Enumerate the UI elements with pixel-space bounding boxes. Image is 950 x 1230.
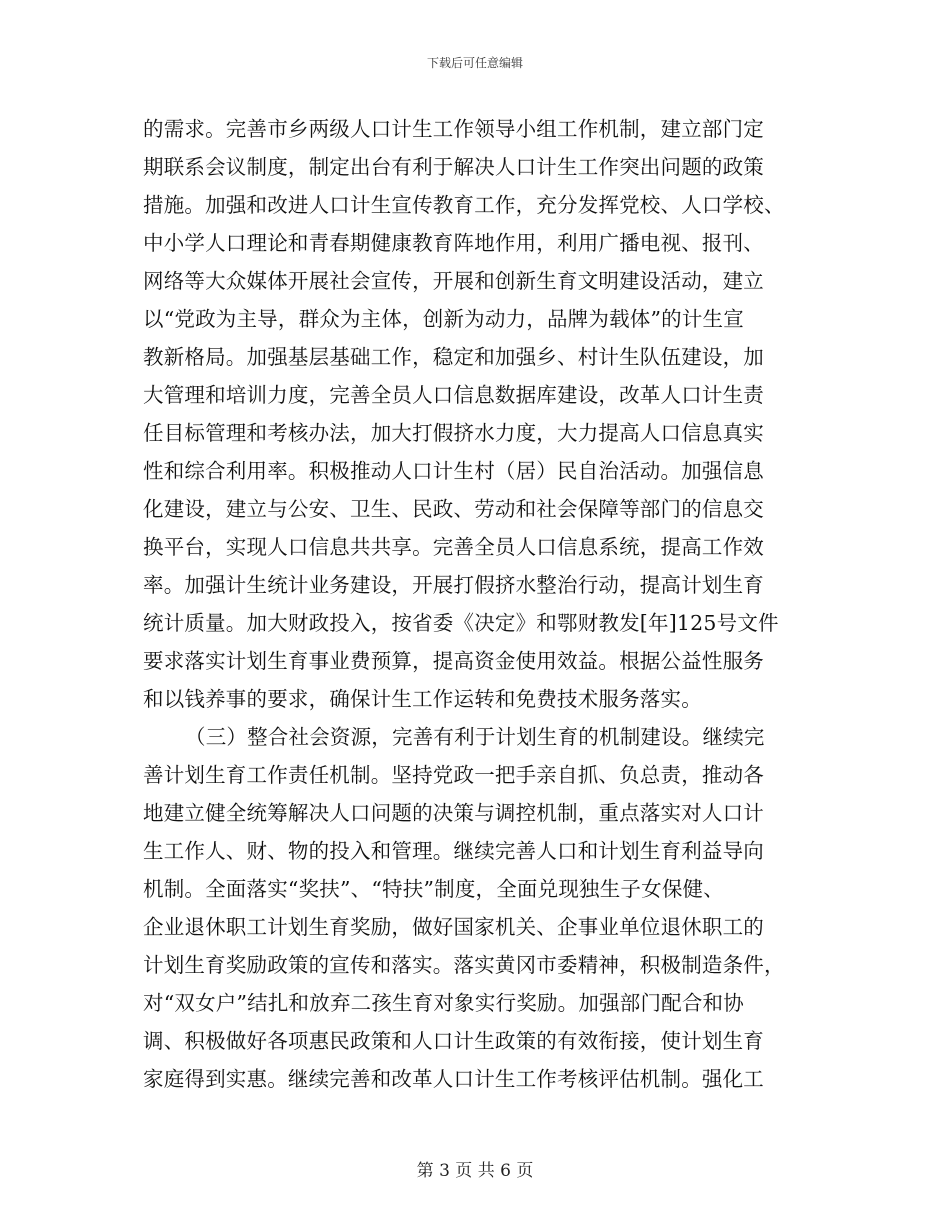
text-line: 善计划生育工作责任机制。坚持党政一把手亲自抓、负总责，推动各 xyxy=(143,763,764,787)
page-number-footer: 第 3 页 共 6 页 xyxy=(416,1161,534,1181)
text-line: 对“双女户”结扎和放弃二孩生育对象实行奖励。加强部门配合和协 xyxy=(143,991,744,1015)
text-line: 机制。全面落实“奖扶”、“特扶”制度，全面兑现独生子女保健、 xyxy=(143,877,724,901)
text-line: 大管理和培训力度，完善全员人口信息数据库建设，改革人口计生责 xyxy=(143,383,764,407)
text-line: 统计质量。加大财政投入，按省委《决定》和鄂财教发[年]125号文件 xyxy=(143,611,779,635)
page-header-note: 下载后可任意编辑 xyxy=(426,56,523,70)
text-line: 中小学人口理论和青春期健康教育阵地作用，利用广播电视、报刊、 xyxy=(143,231,764,255)
text-line: 措施。加强和改进人口计生宣传教育工作，充分发挥党校、人口学校、 xyxy=(143,193,785,217)
text-line: 网络等大众媒体开展社会宣传，开展和创新生育文明建设活动，建立 xyxy=(143,269,764,293)
text-line: 企业退休职工计划生育奖励，做好国家机关、企事业单位退休职工的 xyxy=(143,915,764,939)
text-line: 性和综合利用率。积极推动人口计生村（居）民自治活动。加强信息 xyxy=(143,459,764,483)
text-line: 率。加强计生统计业务建设，开展打假挤水整治行动，提高计划生育 xyxy=(143,573,764,597)
text-line: 期联系会议制度，制定出台有利于解决人口计生工作突出问题的政策 xyxy=(143,155,764,179)
text-line: 任目标管理和考核办法，加大打假挤水力度，大力提高人口信息真实 xyxy=(143,421,764,445)
text-line: 生工作人、财、物的投入和管理。继续完善人口和计划生育利益导向 xyxy=(143,839,764,863)
text-line: 地建立健全统筹解决人口问题的决策与调控机制，重点落实对人口计 xyxy=(143,801,764,825)
text-line: 的需求。完善市乡两级人口计生工作领导小组工作机制，建立部门定 xyxy=(143,117,764,141)
text-line: 换平台，实现人口信息共共享。完善全员人口信息系统，提高工作效 xyxy=(143,535,764,559)
text-line: 和以钱养事的要求，确保计生工作运转和免费技术服务落实。 xyxy=(143,687,702,711)
text-line: 要求落实计划生育事业费预算，提高资金使用效益。根据公益性服务 xyxy=(143,649,764,673)
text-line: 化建设，建立与公安、卫生、民政、劳动和社会保障等部门的信息交 xyxy=(143,497,764,521)
text-line: 教新格局。加强基层基础工作，稳定和加强乡、村计生队伍建设，加 xyxy=(143,345,764,369)
section-heading-line: （三）整合社会资源，完善有利于计划生育的机制建设。继续完 xyxy=(185,725,765,749)
text-line: 调、积极做好各项惠民政策和人口计生政策的有效衔接，使计划生育 xyxy=(143,1029,764,1053)
document-body xyxy=(143,110,805,1098)
text-line: 以“党政为主导，群众为主体，创新为动力，品牌为载体”的计生宣 xyxy=(143,307,744,331)
text-line: 家庭得到实惠。继续完善和改革人口计生工作考核评估机制。强化工 xyxy=(143,1067,764,1091)
text-line: 计划生育奖励政策的宣传和落实。落实黄冈市委精神，积极制造条件， xyxy=(143,953,785,977)
